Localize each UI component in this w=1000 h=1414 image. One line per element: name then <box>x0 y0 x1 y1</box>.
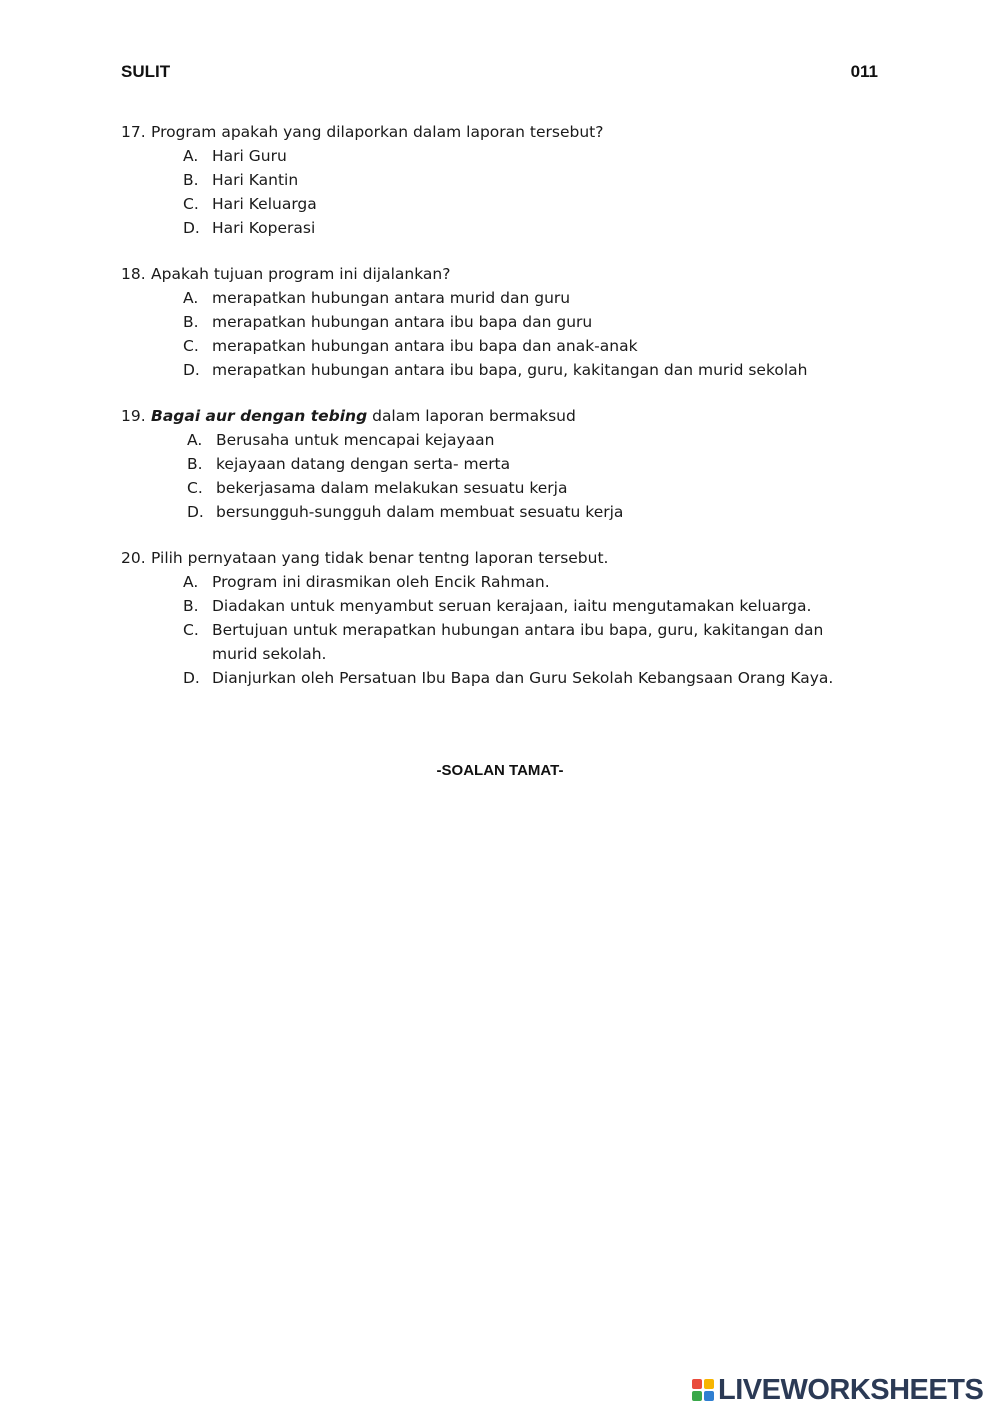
question-18 <box>121 262 891 382</box>
option-text: merapatkan hubungan antara ibu bapa dan guru <box>212 313 593 331</box>
option-text: bekerjasama dalam melakukan sesuatu kerja <box>216 479 568 497</box>
option-text: Bertujuan untuk merapatkan hubungan antara ibu bapa, guru, kakitangan dan <box>212 621 824 639</box>
option-text: Diadakan untuk menyambut seruan kerajaan, iaitu mengutamakan keluarga. <box>212 597 812 615</box>
question-number: 19. <box>121 407 146 425</box>
option-letter: A. <box>187 431 203 449</box>
option-letter: A. <box>183 573 199 591</box>
option-letter: D. <box>183 361 200 379</box>
question-number: 18. <box>121 265 146 283</box>
end-of-questions: -SOALAN TAMAT- <box>436 762 564 779</box>
option-18-c[interactable] <box>121 334 891 358</box>
question-17-stem <box>121 120 891 144</box>
option-17-d[interactable] <box>121 216 891 240</box>
option-text: merapatkan hubungan antara murid dan guru <box>212 289 571 307</box>
option-letter: B. <box>183 313 199 331</box>
option-text: kejayaan datang dengan serta- merta <box>216 455 511 473</box>
option-20-c[interactable] <box>121 618 891 666</box>
option-text: Hari Guru <box>212 147 287 165</box>
header-sulit: SULIT <box>121 62 171 81</box>
option-text: merapatkan hubungan antara ibu bapa dan anak-anak <box>212 337 638 355</box>
option-19-a[interactable] <box>121 428 891 452</box>
option-17-b[interactable] <box>121 168 891 192</box>
option-letter: A. <box>183 289 199 307</box>
question-18-stem <box>121 262 891 286</box>
option-18-b[interactable] <box>121 310 891 334</box>
question-19-stem <box>121 404 891 428</box>
option-letter: D. <box>183 219 200 237</box>
option-19-b[interactable] <box>121 452 891 476</box>
option-19-c[interactable] <box>121 476 891 500</box>
option-text: Berusaha untuk mencapai kejayaan <box>216 431 495 449</box>
option-19-d[interactable] <box>121 500 891 524</box>
option-text: Program ini dirasmikan oleh Encik Rahman. <box>212 573 550 591</box>
option-letter: B. <box>183 171 199 189</box>
logo-square-yellow <box>704 1379 714 1389</box>
logo-square-blue <box>704 1391 714 1401</box>
question-idiom: Bagai aur dengan tebing <box>151 407 368 425</box>
option-letter: C. <box>187 479 203 497</box>
option-letter: D. <box>187 503 204 521</box>
option-letter: A. <box>183 147 199 165</box>
option-text-continuation: murid sekolah. <box>212 645 327 663</box>
option-17-c[interactable] <box>121 192 891 216</box>
option-text: bersungguh-sungguh dalam membuat sesuatu kerja <box>216 503 624 521</box>
option-20-a[interactable] <box>121 570 891 594</box>
option-17-a[interactable] <box>121 144 891 168</box>
option-text: Dianjurkan oleh Persatuan Ibu Bapa dan Guru Sekolah Kebangsaan Orang Kaya. <box>212 669 834 687</box>
liveworksheets-logo-icon <box>692 1379 714 1401</box>
option-letter: C. <box>183 621 199 639</box>
liveworksheets-logo-text: LIVEWORKSHEETS <box>718 1373 984 1406</box>
question-text: Program apakah yang dilaporkan dalam laporan tersebut? <box>151 123 604 141</box>
option-text: Hari Kantin <box>212 171 299 189</box>
option-18-a[interactable] <box>121 286 891 310</box>
question-number: 17. <box>121 123 146 141</box>
option-text: merapatkan hubungan antara ibu bapa, guru, kakitangan dan murid sekolah <box>212 361 808 379</box>
question-20-stem <box>121 546 891 570</box>
question-text: dalam laporan bermaksud <box>367 407 576 425</box>
question-17 <box>121 120 891 240</box>
logo-square-green <box>692 1391 702 1401</box>
option-20-b[interactable] <box>121 594 891 618</box>
option-18-d[interactable] <box>121 358 891 382</box>
question-text: Apakah tujuan program ini dijalankan? <box>151 265 451 283</box>
question-20 <box>121 546 891 690</box>
question-19 <box>121 404 891 524</box>
option-letter: C. <box>183 337 199 355</box>
question-text: Pilih pernyataan yang tidak benar tentng laporan tersebut. <box>151 549 609 567</box>
liveworksheets-logo[interactable] <box>692 1374 983 1406</box>
option-letter: B. <box>187 455 203 473</box>
logo-square-red <box>692 1379 702 1389</box>
question-number: 20. <box>121 549 146 567</box>
option-letter: D. <box>183 669 200 687</box>
option-text: Hari Keluarga <box>212 195 317 213</box>
option-letter: C. <box>183 195 199 213</box>
option-text: Hari Koperasi <box>212 219 316 237</box>
header-code: 011 <box>850 62 878 81</box>
option-20-d[interactable] <box>121 666 891 690</box>
option-letter: B. <box>183 597 199 615</box>
